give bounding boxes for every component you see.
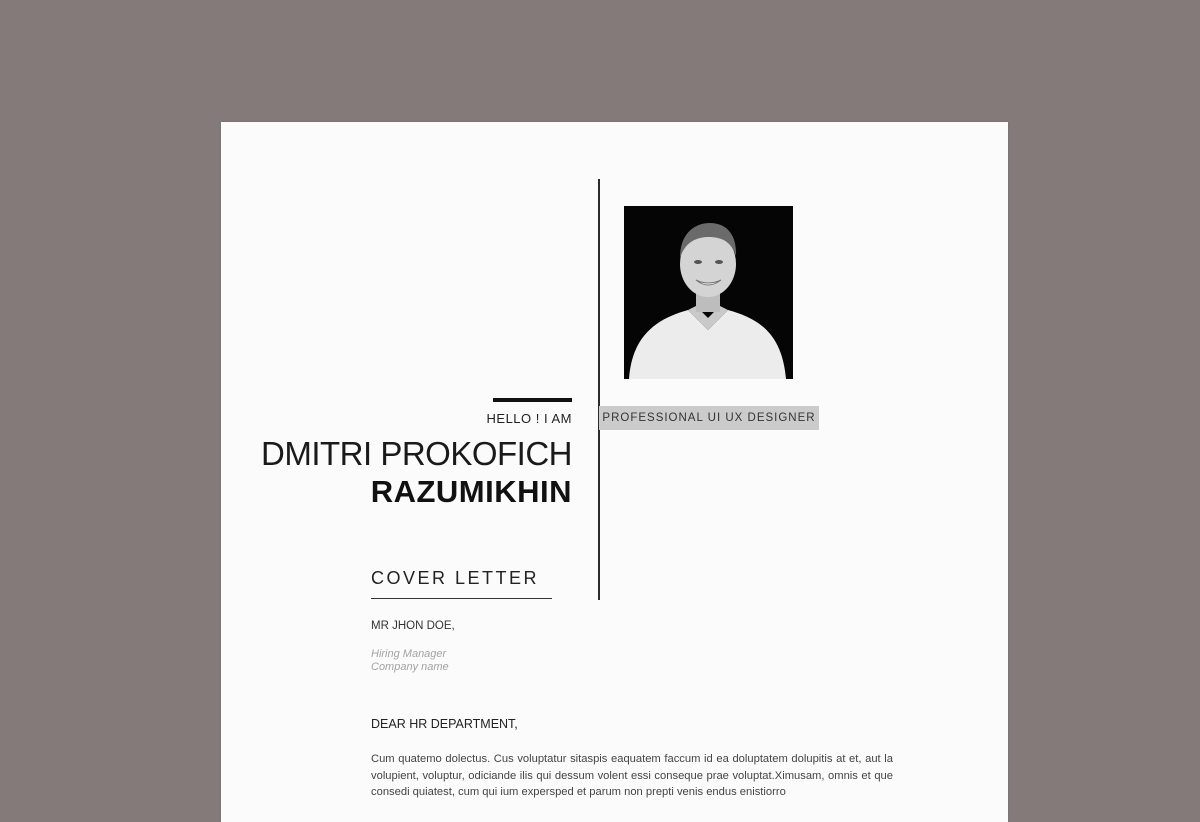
first-name: DMITRI PROKOFICH [261,435,572,472]
recipient-name: MR JHON DOE, [371,620,455,632]
section-underline [371,598,552,599]
resume-page [221,122,1008,822]
recipient-meta [371,648,449,674]
greeting-text: HELLO ! I AM [486,411,572,426]
role-badge: PROFESSIONAL UI UX DESIGNER [599,406,819,430]
company-name: Company name [371,661,449,673]
profile-photo [624,206,793,379]
recipient-title: Hiring Manager [371,648,447,660]
last-name: RAZUMIKHIN [370,474,572,509]
salutation: DEAR HR DEPARTMENT, [371,717,518,731]
accent-bar [493,398,572,402]
letter-body: Cum quatemo dolectus. Cus voluptatur sitaspis eaquatem faccum id ea doluptatem dolupitis at et, aut la volupient, voluptur, odiciande ilis qui dessum volent essi conseque prae voluptat.Ximusam, omnis et que consedi quiatest, cum qui ium expersped et parum non prepti venis endus enistiorro [371,753,893,798]
section-title: COVER LETTER [371,568,540,588]
vertical-divider [598,179,600,600]
